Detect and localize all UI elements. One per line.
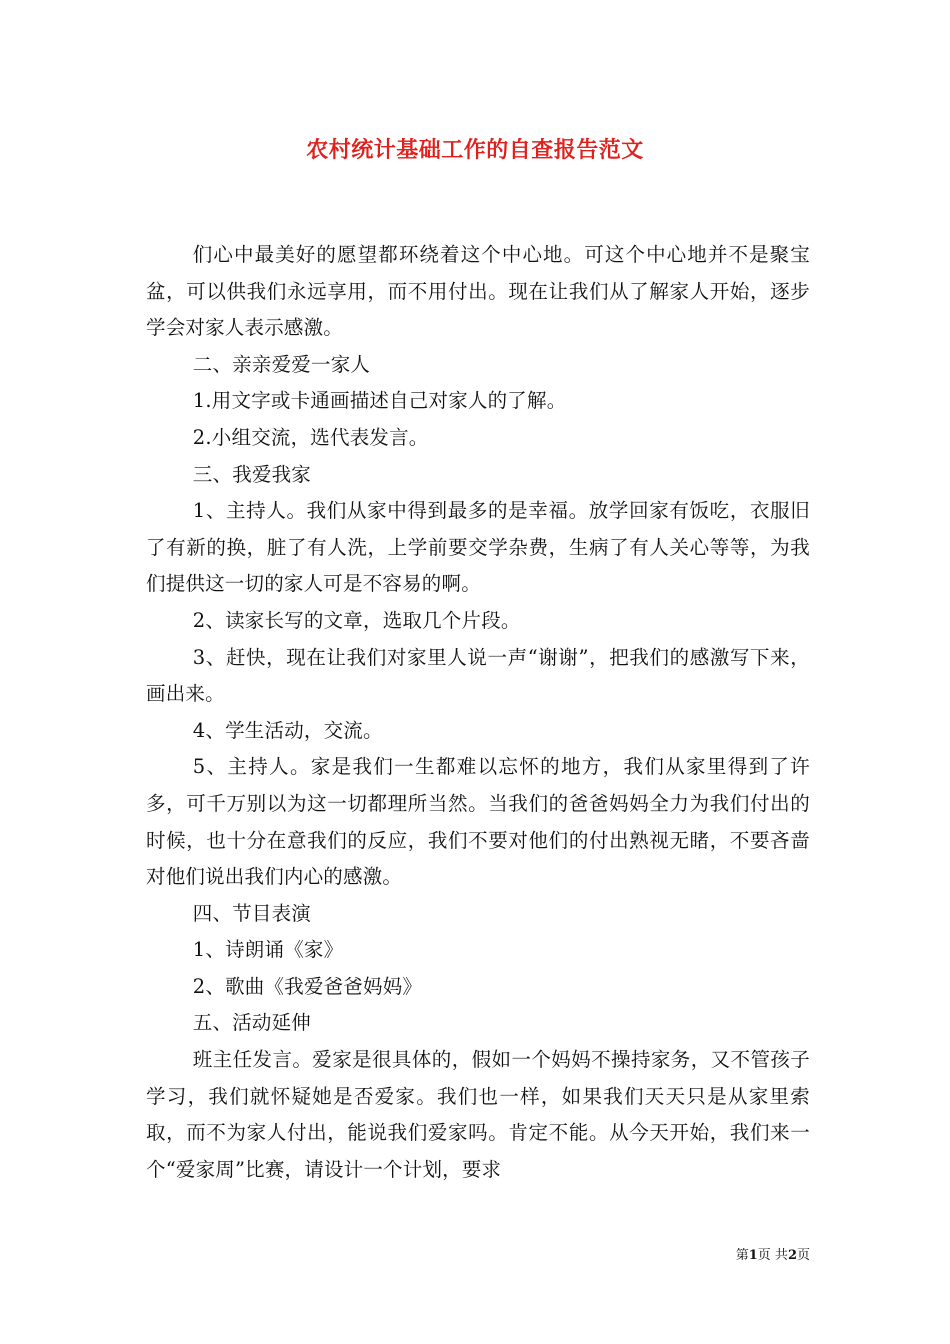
list-item: 5、主持人。家是我们一生都难以忘怀的地方，我们从家里得到了许多，可千万别以为这一切都理所当然。当我们的爸爸妈妈全力为我们付出的时候，也十分在意我们的反应，我们不要对他们的付出熟视无睹，不要吝啬对他们说出我们内心的感激。 <box>146 755 810 889</box>
list-item: 2、歌曲《我爱爸爸妈妈》 <box>192 974 423 998</box>
section-heading: 二、亲亲爱爱一家人 <box>192 352 371 376</box>
list-item: 2.小组交流，选代表发言。 <box>192 425 429 449</box>
page-title: 农村统计基础工作的自查报告范文 <box>306 137 644 163</box>
current-page-number: 1 <box>748 1248 758 1263</box>
paragraph: 班主任发言。爱家是很具体的，假如一个妈妈不操持家务，又不管孩子学习，我们就怀疑她是否爱家。我们也一样，如果我们天天只是从家里索取，而不为家人付出，能说我们爱家吗。肯定不能。从今天开始，我们来一个“爱家周”比赛，请设计一个计划，要求 <box>146 1048 810 1181</box>
footer-prefix: 第 <box>735 1248 749 1263</box>
section-heading: 四、节目表演 <box>192 901 311 925</box>
list-item: 1、诗朗诵《家》 <box>192 938 344 962</box>
footer-suffix: 页 <box>796 1248 810 1263</box>
document-body <box>146 237 810 1188</box>
total-pages-number: 2 <box>787 1248 797 1263</box>
list-item: 3、赶快，现在让我们对家里人说一声“谢谢”，把我们的感激写下来，画出来。 <box>146 645 810 706</box>
footer-middle: 页 共 <box>757 1248 788 1263</box>
list-item: 1、主持人。我们从家中得到最多的是幸福。放学回家有饭吃，衣服旧了有新的换，脏了有人洗，上学前要交学杂费，生病了有人关心等等，为我们提供这一切的家人可是不容易的啊。 <box>146 499 810 596</box>
section-heading: 五、活动延伸 <box>192 1011 311 1035</box>
list-item: 4、学生活动，交流。 <box>192 718 383 742</box>
section-heading: 三、我爱我家 <box>192 462 311 486</box>
list-item: 2、读家长写的文章，选取几个片段。 <box>192 608 521 632</box>
paragraph: 们心中最美好的愿望都环绕着这个中心地。可这个中心地并不是聚宝盆，可以供我们永远享用，而不用付出。现在让我们从了解家人开始，逐步学会对家人表示感激。 <box>146 243 810 340</box>
list-item: 1.用文字或卡通画描述自己对家人的了解。 <box>192 389 567 413</box>
page-number-footer <box>600 1246 810 1266</box>
